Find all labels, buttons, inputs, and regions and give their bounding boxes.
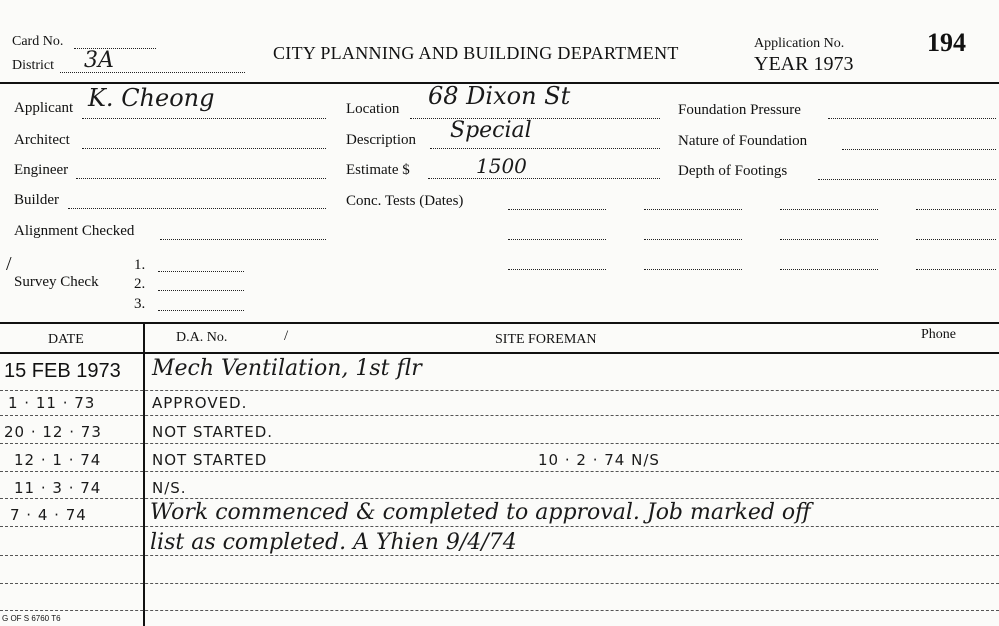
row-date: 15 FEB 1973 [4,360,121,382]
foundation-pressure-line [828,118,996,119]
survey-2-line [158,290,244,291]
survey-label: Survey Check [14,274,99,290]
row-entry: Work commenced & completed to approval. Job marked off [150,500,811,525]
location-line [410,118,660,119]
application-number: 194 [927,28,966,57]
row-line-7 [0,555,999,556]
builder-label: Builder [14,192,59,208]
year-label: YEAR 1973 [754,53,854,75]
engineer-line [76,178,326,179]
estimate-line [428,178,660,179]
row-extra-note: 10 · 2 · 74 N/S [538,451,660,469]
survey-3-line [158,310,244,311]
date-column-divider [143,324,145,626]
depth-footings-label: Depth of Footings [678,163,788,179]
district-label: District [12,58,54,73]
site-foreman-header: SITE FOREMAN [495,332,597,347]
row-line-3 [0,443,999,444]
conc-line-2c [780,239,878,240]
applicant-label: Applicant [14,100,74,116]
description-line [430,148,660,149]
conc-line-2d [916,239,996,240]
form-code: G OF S 6760 T6 [2,614,61,623]
applicant-value: K. Cheong [88,84,215,112]
estimate-value: 1500 [476,154,527,178]
conc-tests-label: Conc. Tests (Dates) [346,193,464,209]
tick-mark: / [6,253,12,275]
survey-2-label: 2. [134,276,146,292]
description-label: Description [346,132,416,148]
nature-foundation-line [842,149,996,150]
conc-line-1a [508,209,606,210]
survey-1-label: 1. [134,257,146,273]
row-date: 11 · 3 · 74 [14,479,102,497]
conc-line-1b [644,209,742,210]
conc-line-3d [916,269,996,270]
table-header-rule [0,352,999,354]
location-value: 68 Dixon St [428,82,571,110]
application-label: Application No. [754,36,845,51]
row-line-6 [0,526,999,527]
depth-footings-line [818,179,996,180]
phone-header: Phone [921,327,956,342]
conc-line-3b [644,269,742,270]
row-line-9 [0,610,999,611]
estimate-label: Estimate $ [346,162,410,178]
survey-1-line [158,271,244,272]
foundation-pressure-label: Foundation Pressure [678,102,801,118]
row-line-4 [0,471,999,472]
nature-foundation-label: Nature of Foundation [678,133,808,149]
row-entry: Mech Ventilation, 1st flr [152,356,422,381]
engineer-label: Engineer [14,162,69,178]
da-column-header: D.A. No. [176,330,228,345]
conc-line-3c [780,269,878,270]
row-line-5 [0,498,999,499]
conc-line-2a [508,239,606,240]
district-value: 3A [84,48,114,73]
conc-line-1d [916,209,996,210]
row-line-8 [0,583,999,584]
row-date: 12 · 1 · 74 [14,451,102,469]
row-date: 7 · 4 · 74 [10,506,87,524]
row-date: 20 · 12 · 73 [4,423,102,441]
table-top-rule [0,322,999,324]
survey-3-label: 3. [134,296,146,312]
row-entry: NOT STARTED. [152,423,274,441]
row-line-1 [0,390,999,391]
conc-line-3a [508,269,606,270]
architect-line [82,148,326,149]
row-entry: APPROVED. [152,394,248,412]
card-no-label: Card No. [12,34,64,49]
conc-line-2b [644,239,742,240]
applicant-line [82,118,326,119]
row-date: 1 · 11 · 73 [8,394,96,412]
row-line-2 [0,415,999,416]
da-slash: / [284,328,289,344]
row-entry: NOT STARTED [152,451,268,469]
alignment-label: Alignment Checked [14,223,135,239]
alignment-line [160,239,326,240]
location-label: Location [346,101,400,117]
architect-label: Architect [14,132,70,148]
district-line [60,72,245,73]
date-column-header: DATE [48,332,84,347]
department-title: CITY PLANNING AND BUILDING DEPARTMENT [273,43,679,63]
description-value: Special [450,118,532,143]
row-entry: list as completed. A Yhien 9/4/74 [150,530,517,555]
conc-line-1c [780,209,878,210]
row-entry: N/S. [152,479,187,497]
builder-line [68,208,326,209]
